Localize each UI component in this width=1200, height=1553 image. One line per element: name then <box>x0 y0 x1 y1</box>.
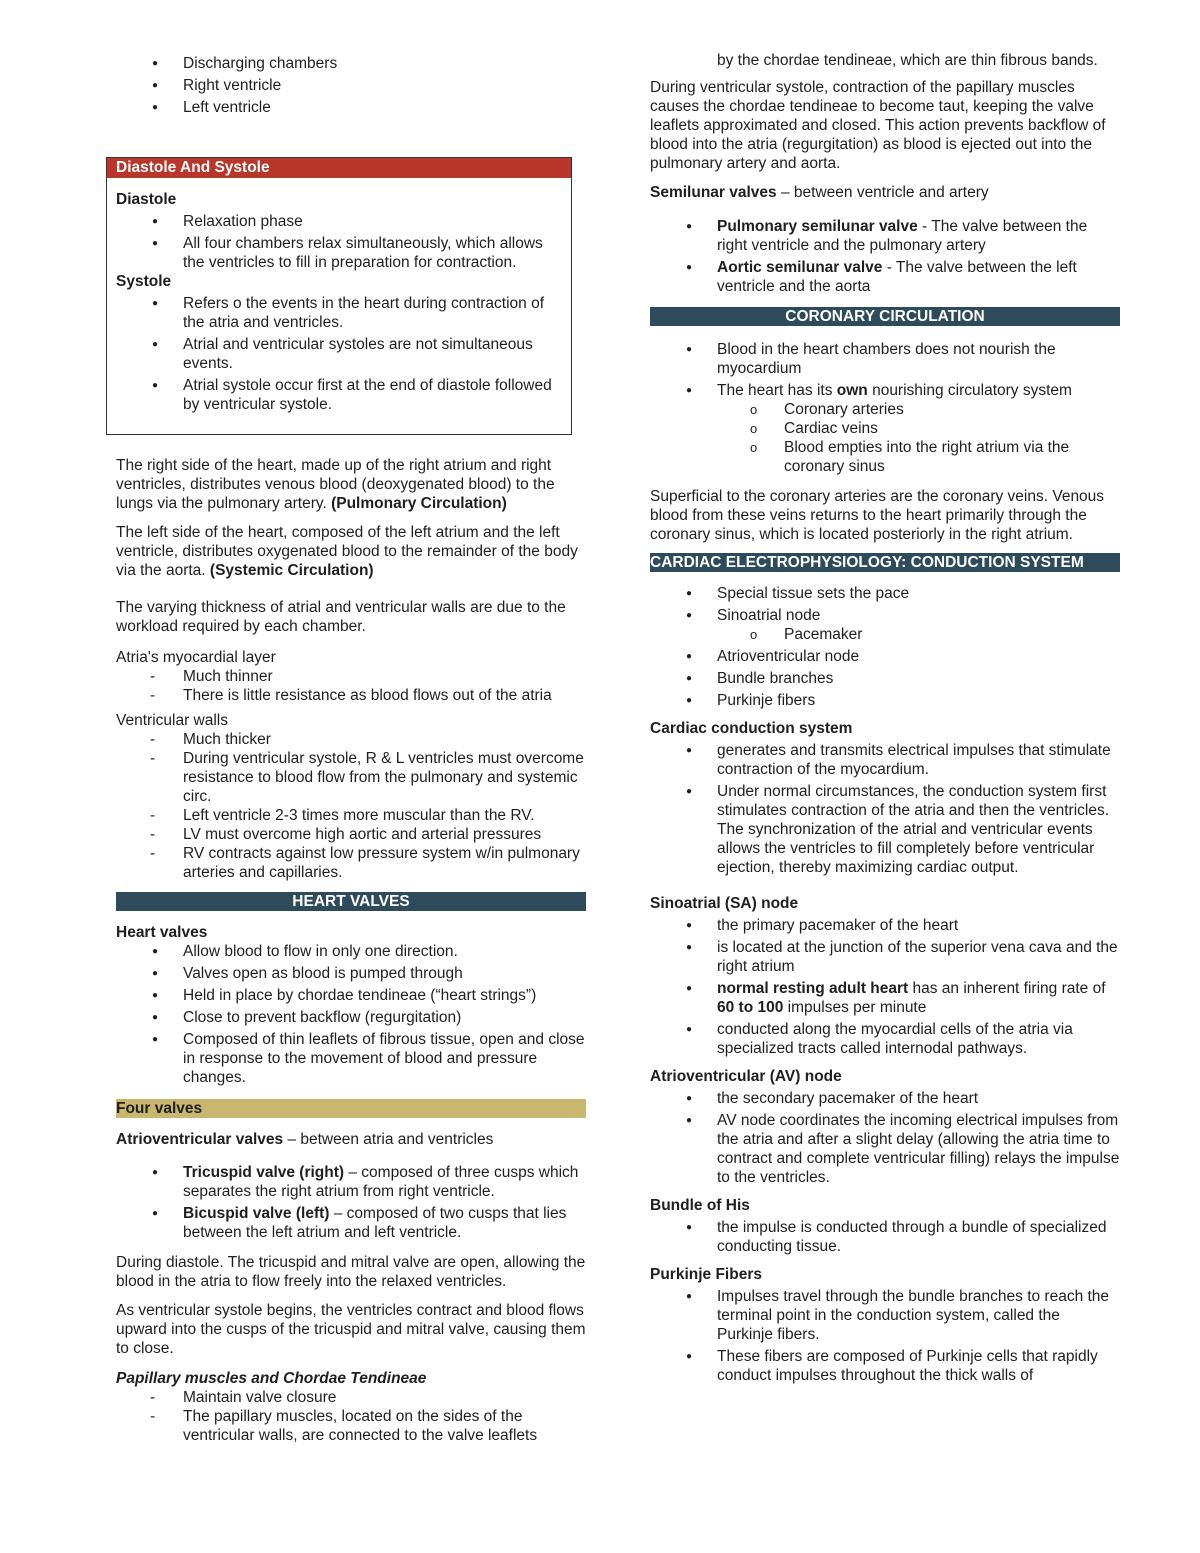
sa-title: Sinoatrial (SA) node <box>650 895 799 912</box>
text: The right side of the heart, made up of the right atrium and right ventricles, distributes venous blood (deoxygenated blood) to the lungs via the pulmonary artery. <box>116 457 555 512</box>
list-item: - Much thicker <box>116 730 586 749</box>
list-item: ● Atrial and ventricular systoles are not simultaneous events. <box>116 335 562 373</box>
electro-header: CARDIAC ELECTROPHYSIOLOGY: CONDUCTION SYSTEM <box>650 553 1120 572</box>
list-item: - Maintain valve closure <box>116 1388 586 1407</box>
list-item: ● Close to prevent backflow (regurgitation) <box>116 1008 586 1027</box>
para-diastole: During diastole. The tricuspid and mitral valve are open, allowing the blood in the atria to flow freely into the relaxed ventricles. <box>116 1254 586 1290</box>
text: – composed of three cusps which separates the right atrium from right ventricle. <box>183 1164 579 1200</box>
list-item: ● Left ventricle <box>116 98 586 117</box>
text: - The valve between the right ventricle and the pulmonary artery <box>717 218 1088 254</box>
diastole-title: Diastole <box>116 191 177 208</box>
text: has an inherent firing rate of <box>908 980 1106 997</box>
bold-text: Atrioventricular valves <box>116 1131 284 1148</box>
heart-valves-header: HEART VALVES <box>116 892 586 911</box>
text: – composed of two cusps that lies between the left atrium and left ventricle. <box>183 1205 567 1241</box>
list-item: o Cardiac veins <box>650 419 1120 438</box>
text: impulses per minute <box>783 999 927 1016</box>
ccs-title: Cardiac conduction system <box>650 720 853 737</box>
para-thickness: The varying thickness of atrial and ventricular walls are due to the workload required by each chamber. <box>116 599 566 635</box>
list-item: ● Allow blood to flow in only one direction. <box>116 942 586 961</box>
bold-text: Bicuspid valve (left) <box>183 1205 330 1222</box>
list-item: - The papillary muscles, located on the sides of the ventricular walls, are connected to the valve leaflets <box>116 1407 586 1445</box>
ccs-list <box>650 741 1120 877</box>
list-item: ● is located at the junction of the superior vena cava and the right atrium <box>650 938 1120 976</box>
continued-text: by the chordae tendineae, which are thin fibrous bands. <box>717 52 1098 69</box>
electro-sublist <box>650 625 1120 644</box>
list-item <box>650 381 1120 400</box>
sa-list <box>650 916 1120 1058</box>
ventricular-title: Ventricular walls <box>116 712 228 729</box>
coronary-sublist <box>650 400 1120 476</box>
list-item: ● Purkinje fibers <box>650 691 1120 710</box>
box-header: Diastole And Systole <box>107 158 571 178</box>
atria-list <box>116 667 586 705</box>
av-title: Atrioventricular (AV) node <box>650 1068 842 1085</box>
electro-list-rest <box>650 647 1120 710</box>
list-item: ● the primary pacemaker of the heart <box>650 916 1120 935</box>
ventricular-list <box>116 730 586 882</box>
list-item: o Coronary arteries <box>650 400 1120 419</box>
left-column-body <box>116 456 586 1445</box>
av-valves-line <box>116 1130 586 1149</box>
list-item: ● AV node coordinates the incoming electrical impulses from the atria and after a slight delay (allowing the atria time to contract and complete ventricular filling) relays the impulse to the ventricles. <box>650 1111 1120 1187</box>
av-list <box>650 1089 1120 1187</box>
list-item: ● Valves open as blood is pumped through <box>116 964 586 983</box>
bold-text: normal resting adult heart <box>717 980 909 997</box>
list-item: - During ventricular systole, R & L ventricles must overcome resistance to blood flow from the pulmonary and systemic circ. <box>116 749 586 806</box>
list-item: ● the secondary pacemaker of the heart <box>650 1089 1120 1108</box>
purkinje-title: Purkinje Fibers <box>650 1266 762 1283</box>
coronary-header: CORONARY CIRCULATION <box>650 307 1120 326</box>
right-column <box>650 51 1120 1388</box>
text: The left side of the heart, composed of the left atrium and the left ventricle, distributes oxygenated blood to the remainder of the body via the aorta. <box>116 524 578 579</box>
list-item: ● Refers o the events in the heart during contraction of the atria and ventricles. <box>116 294 562 332</box>
his-title: Bundle of His <box>650 1197 750 1214</box>
para-superficial: Superficial to the coronary arteries are the coronary veins. Venous blood from these veins returns to the heart primarily through the coronary sinus, which is located posteriorly in the right atrium. <box>650 488 1105 543</box>
list-item: o Pacemaker <box>650 625 1120 644</box>
list-item: ● Atrioventricular node <box>650 647 1120 666</box>
list-item: ● Impulses travel through the bundle branches to reach the terminal point in the conduction system, called the Purkinje fibers. <box>650 1287 1120 1344</box>
bold-text: 60 to 100 <box>717 999 784 1016</box>
list-item: ● the impulse is conducted through a bundle of specialized conducting tissue. <box>650 1218 1120 1256</box>
list-item: ● All four chambers relax simultaneously, which allows the ventricles to fill in preparation for contraction. <box>116 234 562 272</box>
atria-title: Atria's myocardial layer <box>116 649 276 666</box>
papillary-title: Papillary muscles and Chordae Tendineae <box>116 1370 427 1387</box>
list-item: ● Special tissue sets the pace <box>650 584 1120 603</box>
para-systole: As ventricular systole begins, the ventricles contract and blood flows upward into the cusps of the tricuspid and mitral valve, causing them to close. <box>116 1302 586 1357</box>
list-item: ● Sinoatrial node <box>650 606 1120 625</box>
semilunar-line <box>650 183 1120 202</box>
list-item: ● conducted along the myocardial cells of the atria via specialized tracts called internodal pathways. <box>650 1020 1120 1058</box>
electro-list <box>650 584 1120 625</box>
bold-text: (Pulmonary Circulation) <box>331 495 507 512</box>
list-item: ● Atrial systole occur first at the end of diastole followed by ventricular systole. <box>116 376 562 414</box>
list-item: - There is little resistance as blood flows out of the atria <box>116 686 586 705</box>
list-item: - Left ventricle 2-3 times more muscular than the RV. <box>116 806 586 825</box>
av-valves-list <box>116 1163 586 1242</box>
para-ventricular-systole: During ventricular systole, contraction of the papillary muscles causes the chordae tendineae to become taut, keeping the valve leaflets approximated and closed. This action prevents backflow of blood into the atria (regurgitation) as blood is ejected out into the pulmonary artery and aorta. <box>650 79 1106 172</box>
list-item: - LV must overcome high aortic and arterial pressures <box>116 825 586 844</box>
para-right-side <box>116 456 586 513</box>
list-item <box>116 1163 586 1201</box>
systole-title: Systole <box>116 273 172 290</box>
text: nourishing circulatory system <box>867 382 1072 399</box>
para-left-side <box>116 523 586 580</box>
systole-list <box>116 294 562 414</box>
diastole-list <box>116 212 562 272</box>
bold-text: Semilunar valves <box>650 184 777 201</box>
bold-text: own <box>836 382 868 399</box>
semilunar-list <box>650 217 1120 296</box>
heart-valves-list <box>116 942 586 1087</box>
list-item: ● Right ventricle <box>116 76 586 95</box>
list-item: ● Under normal circumstances, the conduction system first stimulates contraction of the atria and then the ventricles. The synchronization of the atrial and ventricular events allows the ventricles to fill completely before ventricular ejection, thereby maximizing cardiac output. <box>650 782 1120 877</box>
left-column <box>116 54 586 120</box>
text: – between ventricle and artery <box>776 184 989 201</box>
list-item: ● These fibers are composed of Purkinje cells that rapidly conduct impulses throughout the thick walls of <box>650 1347 1120 1385</box>
chambers-list <box>116 54 586 117</box>
his-list <box>650 1218 1120 1256</box>
text: – between atria and ventricles <box>283 1131 494 1148</box>
list-item: ● generates and transmits electrical impulses that stimulate contraction of the myocardium. <box>650 741 1120 779</box>
list-item: ● Held in place by chordae tendineae (“heart strings”) <box>116 986 586 1005</box>
list-item: o Blood empties into the right atrium via the coronary sinus <box>650 438 1120 476</box>
bold-text: Pulmonary semilunar valve <box>717 218 918 235</box>
text: The heart has its <box>717 382 837 399</box>
list-item: - Much thinner <box>116 667 586 686</box>
purkinje-list <box>650 1287 1120 1385</box>
coronary-list <box>650 340 1120 400</box>
list-item <box>650 217 1120 255</box>
list-item <box>650 258 1120 296</box>
list-item <box>650 979 1120 1017</box>
list-item: ● Relaxation phase <box>116 212 562 231</box>
list-item: ● Blood in the heart chambers does not nourish the myocardium <box>650 340 1120 378</box>
heart-valves-title: Heart valves <box>116 924 208 941</box>
bold-text: Aortic semilunar valve <box>717 259 883 276</box>
list-item: - RV contracts against low pressure system w/in pulmonary arteries and capillaries. <box>116 844 586 882</box>
list-item: ● Composed of thin leaflets of fibrous tissue, open and close in response to the movement of blood and pressure changes. <box>116 1030 586 1087</box>
bold-text: Tricuspid valve (right) <box>183 1164 345 1181</box>
four-valves-header: Four valves <box>116 1099 586 1118</box>
list-item <box>116 1204 586 1242</box>
list-item: ● Discharging chambers <box>116 54 586 73</box>
diastole-systole-box <box>106 157 572 435</box>
bold-text: (Systemic Circulation) <box>209 562 374 579</box>
papillary-list <box>116 1388 586 1445</box>
text: - The valve between the left ventricle and the aorta <box>717 259 1077 295</box>
list-item: ● Bundle branches <box>650 669 1120 688</box>
